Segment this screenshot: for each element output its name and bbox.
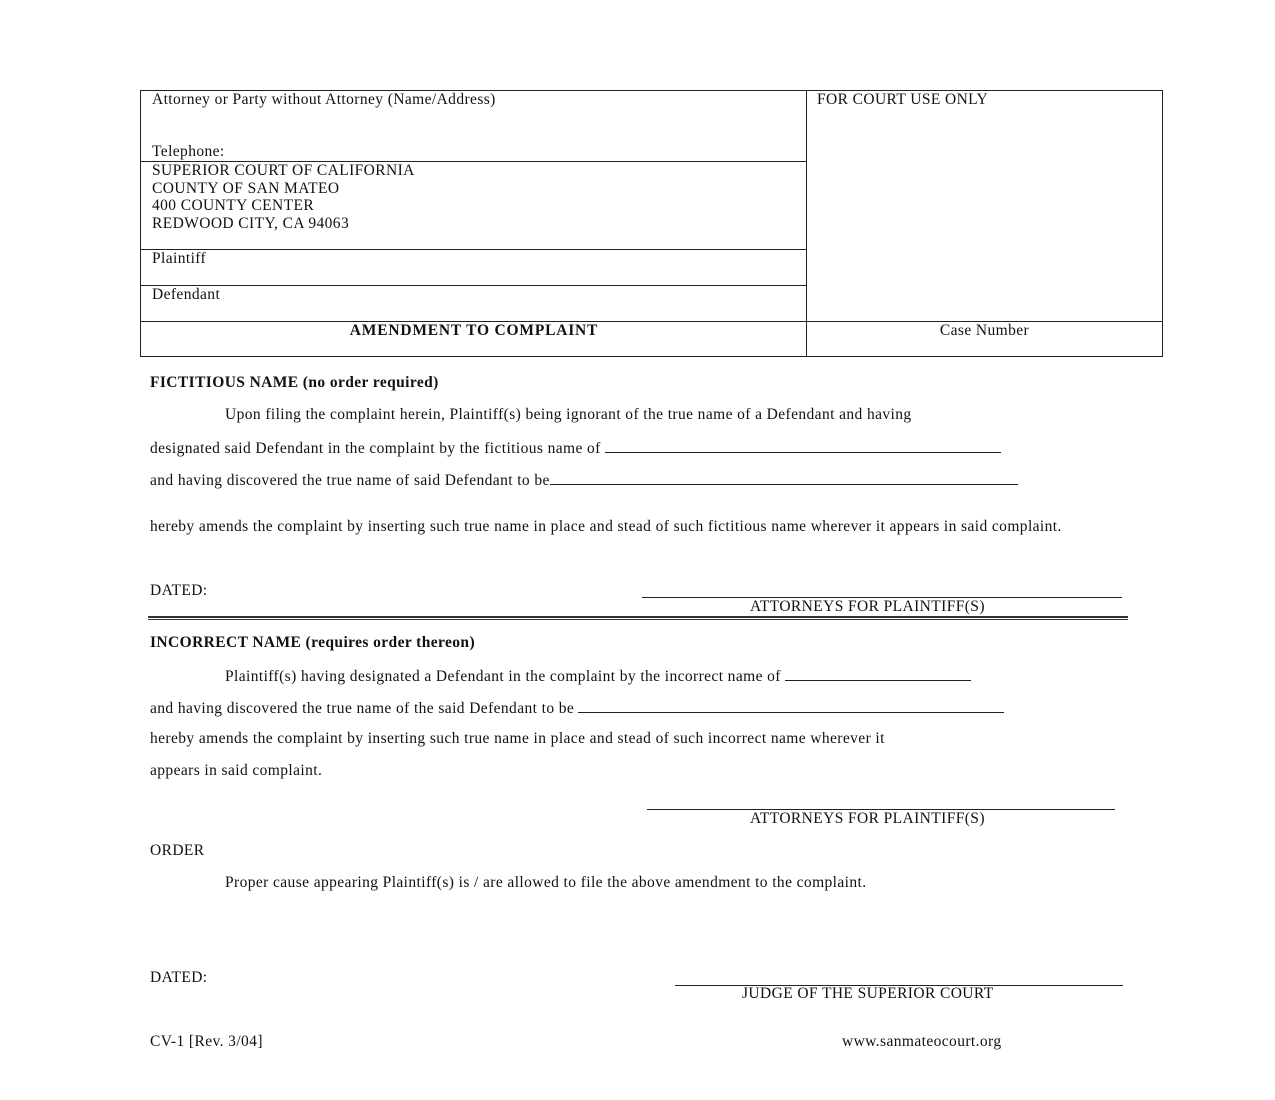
court-use-label: FOR COURT USE ONLY [817, 91, 989, 108]
telephone-label: Telephone: [152, 143, 225, 160]
court-street-line: 400 COUNTY CENTER [152, 197, 315, 214]
fictitious-signature-label: ATTORNEYS FOR PLAINTIFF(S) [750, 598, 985, 615]
order-dated-label: DATED: [150, 969, 208, 986]
row-divider [141, 249, 807, 250]
fictitious-line-1: Upon filing the complaint herein, Plaintiff(s) being ignorant of the true name of a Defendant and having [225, 406, 912, 423]
fictitious-name-blank[interactable] [605, 438, 1001, 453]
fictitious-dated-label: DATED: [150, 582, 208, 599]
incorrect-signature-label: ATTORNEYS FOR PLAINTIFF(S) [750, 810, 985, 827]
case-number-label: Case Number [939, 322, 1030, 339]
incorrect-line-1-text: Plaintiff(s) having designated a Defendant in the complaint by the incorrect name of [225, 668, 781, 685]
incorrect-name-blank[interactable] [785, 666, 971, 681]
column-divider [806, 91, 807, 356]
fictitious-line-2 [150, 438, 1001, 458]
incorrect-line-4: appears in said complaint. [150, 762, 323, 779]
plaintiff-label: Plaintiff [152, 250, 207, 267]
incorrect-line-3: hereby amends the complaint by inserting such true name in place and stead of such incorrect name wherever it [150, 730, 885, 747]
incorrect-true-name-blank[interactable] [578, 698, 1004, 713]
form-id: CV-1 [Rev. 3/04] [150, 1033, 263, 1050]
fictitious-heading: FICTITIOUS NAME (no order required) [150, 374, 439, 391]
defendant-label: Defendant [152, 286, 221, 303]
document-title: AMENDMENT TO COMPLAINT [349, 322, 599, 339]
court-website[interactable]: www.sanmateocourt.org [842, 1033, 1002, 1050]
fictitious-paragraph: hereby amends the complaint by inserting such true name in place and stead of such fictitious name wherever it appears in said complaint. [150, 518, 1062, 535]
fictitious-true-name-blank[interactable] [550, 470, 1018, 485]
court-address [152, 162, 415, 232]
fictitious-line-3 [150, 470, 1018, 490]
fictitious-line-2-text: designated said Defendant in the complaint by the fictitious name of [150, 440, 601, 457]
row-divider [141, 285, 807, 286]
caption-table [140, 90, 1163, 357]
incorrect-heading: INCORRECT NAME (requires order thereon) [150, 634, 476, 651]
incorrect-line-2-text: and having discovered the true name of the said Defendant to be [150, 700, 575, 717]
order-text: Proper cause appearing Plaintiff(s) is / are allowed to file the above amendment to the complaint. [225, 874, 867, 891]
fictitious-line-3-text: and having discovered the true name of said Defendant to be [150, 472, 550, 489]
attorney-label: Attorney or Party without Attorney (Name/Address) [152, 91, 496, 108]
incorrect-line-1 [225, 666, 971, 686]
court-city-line: REDWOOD CITY, CA 94063 [152, 214, 350, 232]
section-divider [148, 616, 1128, 620]
court-name-line: SUPERIOR COURT OF CALIFORNIA [152, 162, 415, 179]
court-county-line: COUNTY OF SAN MATEO [152, 179, 340, 197]
order-heading: ORDER [150, 842, 205, 859]
incorrect-line-2 [150, 698, 1004, 718]
judge-signature-label: JUDGE OF THE SUPERIOR COURT [742, 985, 994, 1002]
